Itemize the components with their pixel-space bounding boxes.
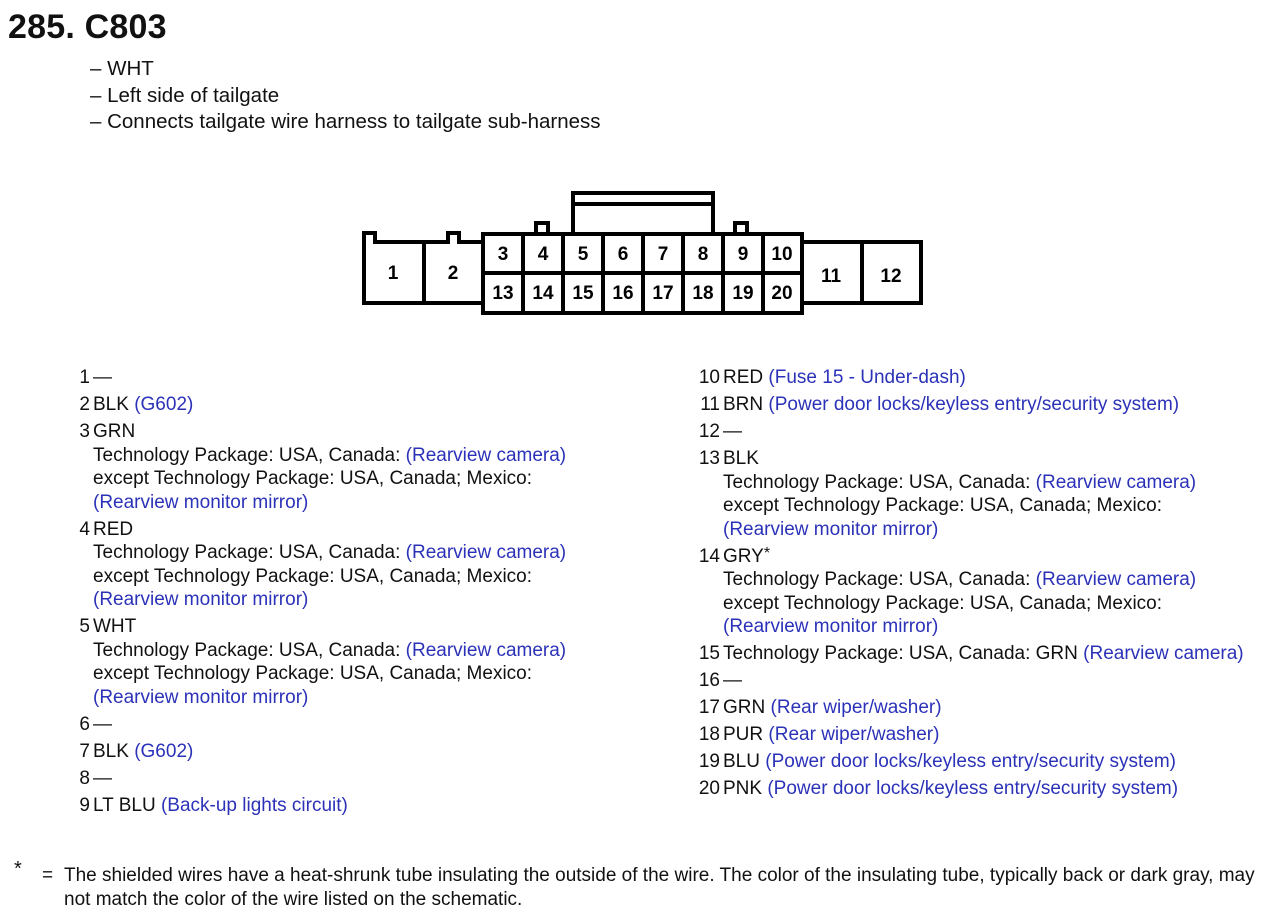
wire-color: BLK bbox=[93, 394, 129, 415]
pin-number: 4 bbox=[79, 518, 90, 540]
pin-row bbox=[690, 393, 1282, 417]
pin-row bbox=[690, 696, 1282, 720]
circuit-link[interactable]: (G602) bbox=[134, 394, 194, 415]
pin-entry-10 bbox=[690, 366, 1282, 390]
pin-condition-line bbox=[60, 565, 640, 589]
pin-number: 17 bbox=[698, 697, 720, 718]
pin-condition-line bbox=[690, 568, 1282, 592]
wire-color: RED bbox=[93, 518, 134, 540]
pin-list-right bbox=[690, 366, 1282, 804]
circuit-link[interactable]: (Power door locks/keyless entry/security system) bbox=[767, 778, 1179, 799]
wire-color: — bbox=[93, 767, 112, 789]
circuit-link[interactable]: (Rearview monitor mirror) bbox=[93, 491, 309, 513]
wire-color: PUR bbox=[723, 724, 764, 745]
pin-description bbox=[93, 420, 135, 444]
pin-description bbox=[723, 393, 1179, 417]
pin-row bbox=[60, 420, 640, 444]
cavity-14: 14 bbox=[532, 283, 554, 304]
pin-condition-line bbox=[60, 491, 640, 515]
pin-number: 20 bbox=[698, 778, 720, 799]
pin-number: 7 bbox=[79, 740, 90, 762]
wire-color: GRN bbox=[93, 421, 136, 442]
pin-row bbox=[690, 366, 1282, 390]
pin-description bbox=[93, 794, 348, 818]
pin-entry-4 bbox=[60, 518, 640, 612]
pin-condition-line bbox=[60, 467, 640, 491]
pin-entry-16 bbox=[690, 669, 1282, 693]
cavity-7: 7 bbox=[657, 244, 669, 265]
pin-description bbox=[93, 713, 112, 737]
condition-text: except Technology Package: USA, Canada; Mexico: bbox=[723, 495, 1163, 516]
circuit-link[interactable]: (Rearview monitor mirror) bbox=[723, 518, 939, 540]
cavity-16: 16 bbox=[612, 283, 634, 304]
circuit-link[interactable]: (Rearview camera) bbox=[1035, 569, 1197, 590]
pin-row bbox=[60, 794, 640, 818]
pin-row bbox=[60, 740, 640, 764]
wire-color: BLK bbox=[723, 448, 759, 469]
info-line-connects: – Connects tailgate wire harness to tailgate sub-harness bbox=[90, 110, 601, 133]
connector-latch bbox=[573, 193, 713, 232]
cavity-6: 6 bbox=[617, 244, 629, 265]
pin-description bbox=[93, 740, 193, 764]
pin-number: 19 bbox=[698, 751, 720, 772]
pin-number: 9 bbox=[79, 794, 90, 816]
pin-condition-line bbox=[690, 471, 1282, 495]
pin-entry-18 bbox=[690, 723, 1282, 747]
cavity-1: 1 bbox=[387, 263, 399, 284]
condition-text: except Technology Package: USA, Canada; Mexico: bbox=[723, 592, 1163, 614]
pin-condition-line bbox=[60, 686, 640, 710]
pin-description bbox=[723, 723, 939, 747]
pin-number: 12 bbox=[698, 421, 720, 442]
footnote-equals: = bbox=[42, 865, 54, 886]
circuit-link[interactable]: (Rearview camera) bbox=[1083, 643, 1244, 664]
pin-row bbox=[690, 447, 1282, 471]
wire-color: GRN bbox=[723, 697, 766, 718]
pin-entry-13 bbox=[690, 447, 1282, 541]
footnote-asterisk: * bbox=[14, 858, 22, 880]
pin-entry-12 bbox=[690, 420, 1282, 444]
wire-color: LT BLU bbox=[93, 794, 156, 816]
pin-number: 8 bbox=[79, 767, 90, 789]
wire-color: — bbox=[93, 713, 112, 735]
wire-color: Technology Package: USA, Canada: GRN bbox=[723, 643, 1078, 664]
pin-row bbox=[690, 545, 1282, 569]
pin-description bbox=[723, 545, 770, 569]
circuit-link[interactable]: (Rearview camera) bbox=[405, 542, 567, 563]
pin-description bbox=[723, 696, 942, 720]
circuit-link[interactable]: (Rearview monitor mirror) bbox=[723, 616, 939, 637]
pin-number: 3 bbox=[79, 421, 90, 442]
pin-entry-2 bbox=[60, 393, 640, 417]
pin-entry-11 bbox=[690, 393, 1282, 417]
pin-description bbox=[93, 393, 193, 417]
connector-face-diagram bbox=[0, 0, 1286, 340]
pin-number: 16 bbox=[698, 670, 720, 691]
circuit-link[interactable]: (Power door locks/keyless entry/security system) bbox=[768, 394, 1180, 415]
pin-condition-line bbox=[690, 615, 1282, 639]
pin-condition-line bbox=[60, 444, 640, 468]
pin-description bbox=[723, 642, 1244, 666]
pin-list-left bbox=[60, 366, 640, 821]
info-line-location: – Left side of tailgate bbox=[90, 83, 280, 107]
wire-color: PNK bbox=[723, 778, 763, 799]
page-title: 285. C803 bbox=[8, 8, 167, 46]
circuit-link[interactable]: (Rearview camera) bbox=[405, 639, 567, 661]
cavity-8: 8 bbox=[697, 244, 709, 265]
pin-number: 10 bbox=[698, 367, 720, 388]
wire-color: BRN bbox=[723, 394, 764, 415]
condition-text: Technology Package: USA, Canada: bbox=[93, 444, 406, 466]
wire-color: — bbox=[93, 367, 112, 388]
cavity-18: 18 bbox=[692, 283, 714, 304]
circuit-link[interactable]: (Rear wiper/washer) bbox=[768, 724, 940, 745]
wire-color: — bbox=[723, 421, 742, 442]
pin-entry-14 bbox=[690, 545, 1282, 639]
pin-number: 15 bbox=[698, 643, 720, 664]
pin-number: 1 bbox=[79, 367, 90, 388]
pin-condition-line bbox=[60, 662, 640, 686]
pin-number: 11 bbox=[700, 394, 720, 415]
circuit-link[interactable]: (G602) bbox=[134, 740, 194, 762]
shielded-wire-mark: * bbox=[763, 544, 771, 562]
circuit-link[interactable]: (Rearview camera) bbox=[1035, 471, 1197, 493]
pin-description bbox=[93, 767, 112, 791]
pin-description bbox=[723, 669, 742, 693]
pin-row bbox=[60, 366, 640, 390]
circuit-link[interactable]: (Rear wiper/washer) bbox=[770, 697, 942, 718]
pin-entry-1 bbox=[60, 366, 640, 390]
pin-row bbox=[60, 713, 640, 737]
cavity-13: 13 bbox=[492, 283, 514, 304]
wire-color: BLU bbox=[723, 751, 760, 772]
pin-number: 5 bbox=[79, 616, 90, 637]
pin-row bbox=[60, 518, 640, 542]
cavity-9: 9 bbox=[737, 244, 749, 265]
pin-number: 2 bbox=[79, 394, 90, 415]
cavity-11: 11 bbox=[820, 266, 842, 287]
pin-description bbox=[723, 750, 1176, 774]
pin-description bbox=[93, 615, 136, 639]
wire-color: RED bbox=[723, 367, 764, 388]
pin-condition-line bbox=[690, 518, 1282, 542]
pin-row bbox=[690, 723, 1282, 747]
condition-text: except Technology Package: USA, Canada; Mexico: bbox=[93, 565, 533, 587]
cavity-10: 10 bbox=[771, 244, 793, 265]
condition-text: except Technology Package: USA, Canada; Mexico: bbox=[93, 663, 533, 684]
wire-color: — bbox=[723, 670, 742, 691]
circuit-link[interactable]: (Fuse 15 - Under-dash) bbox=[768, 367, 966, 388]
circuit-link[interactable]: (Power door locks/keyless entry/security system) bbox=[765, 751, 1176, 772]
circuit-link[interactable]: (Back-up lights circuit) bbox=[160, 794, 348, 816]
condition-text: Technology Package: USA, Canada: bbox=[93, 639, 406, 661]
pin-entry-3 bbox=[60, 420, 640, 514]
pin-row bbox=[690, 669, 1282, 693]
wire-color: GRY bbox=[723, 545, 764, 567]
pin-number: 6 bbox=[79, 713, 90, 735]
wire-color: BLK bbox=[93, 740, 129, 762]
pin-row bbox=[60, 615, 640, 639]
cavity-20: 20 bbox=[771, 283, 793, 304]
pin-entry-5 bbox=[60, 615, 640, 709]
pin-entry-20 bbox=[690, 777, 1282, 801]
condition-text: Technology Package: USA, Canada: bbox=[93, 542, 406, 563]
pin-condition-line bbox=[690, 494, 1282, 518]
pin-number: 13 bbox=[698, 448, 720, 469]
wire-color: WHT bbox=[93, 616, 137, 637]
pin-row bbox=[690, 420, 1282, 444]
pin-entry-19 bbox=[690, 750, 1282, 774]
condition-text: Technology Package: USA, Canada: bbox=[723, 569, 1036, 590]
condition-text: except Technology Package: USA, Canada; Mexico: bbox=[93, 468, 533, 489]
circuit-link[interactable]: (Rearview monitor mirror) bbox=[93, 686, 309, 708]
info-line-color: – WHT bbox=[90, 57, 154, 80]
pin-condition-line bbox=[60, 541, 640, 565]
pin-condition-line bbox=[690, 592, 1282, 616]
pin-row bbox=[690, 750, 1282, 774]
pin-condition-line bbox=[60, 588, 640, 612]
pin-description bbox=[93, 518, 133, 542]
cavity-4: 4 bbox=[537, 244, 549, 265]
pin-entry-8 bbox=[60, 767, 640, 791]
pin-description bbox=[723, 777, 1178, 801]
pin-entry-17 bbox=[690, 696, 1282, 720]
pin-description bbox=[723, 447, 759, 471]
pin-row bbox=[60, 767, 640, 791]
footnote-text: The shielded wires have a heat-shrunk tube insulating the outside of the wire. The color of the insulating tube, typically back or dark gray, may not match the color of the wire listed on the schematic. bbox=[64, 865, 1255, 910]
cavity-17: 17 bbox=[652, 283, 674, 304]
pin-description bbox=[723, 420, 742, 444]
condition-text: Technology Package: USA, Canada: bbox=[723, 471, 1036, 493]
pin-description bbox=[723, 366, 966, 390]
pin-entry-7 bbox=[60, 740, 640, 764]
pin-number: 18 bbox=[698, 724, 720, 745]
pin-number: 14 bbox=[698, 545, 720, 567]
circuit-link[interactable]: (Rearview monitor mirror) bbox=[93, 589, 309, 610]
cavity-15: 15 bbox=[572, 283, 594, 304]
cavity-19: 19 bbox=[732, 283, 754, 304]
pin-condition-line bbox=[60, 639, 640, 663]
cavity-5: 5 bbox=[577, 244, 589, 265]
pin-row bbox=[690, 642, 1282, 666]
pin-entry-15 bbox=[690, 642, 1282, 666]
pin-description bbox=[93, 366, 112, 390]
cavity-12: 12 bbox=[880, 266, 902, 287]
pin-row bbox=[690, 777, 1282, 801]
circuit-link[interactable]: (Rearview camera) bbox=[405, 444, 567, 466]
cavity-3: 3 bbox=[497, 244, 509, 265]
pin-entry-9 bbox=[60, 794, 640, 818]
pin-row bbox=[60, 393, 640, 417]
pin-entry-6 bbox=[60, 713, 640, 737]
cavity-2: 2 bbox=[447, 263, 459, 284]
